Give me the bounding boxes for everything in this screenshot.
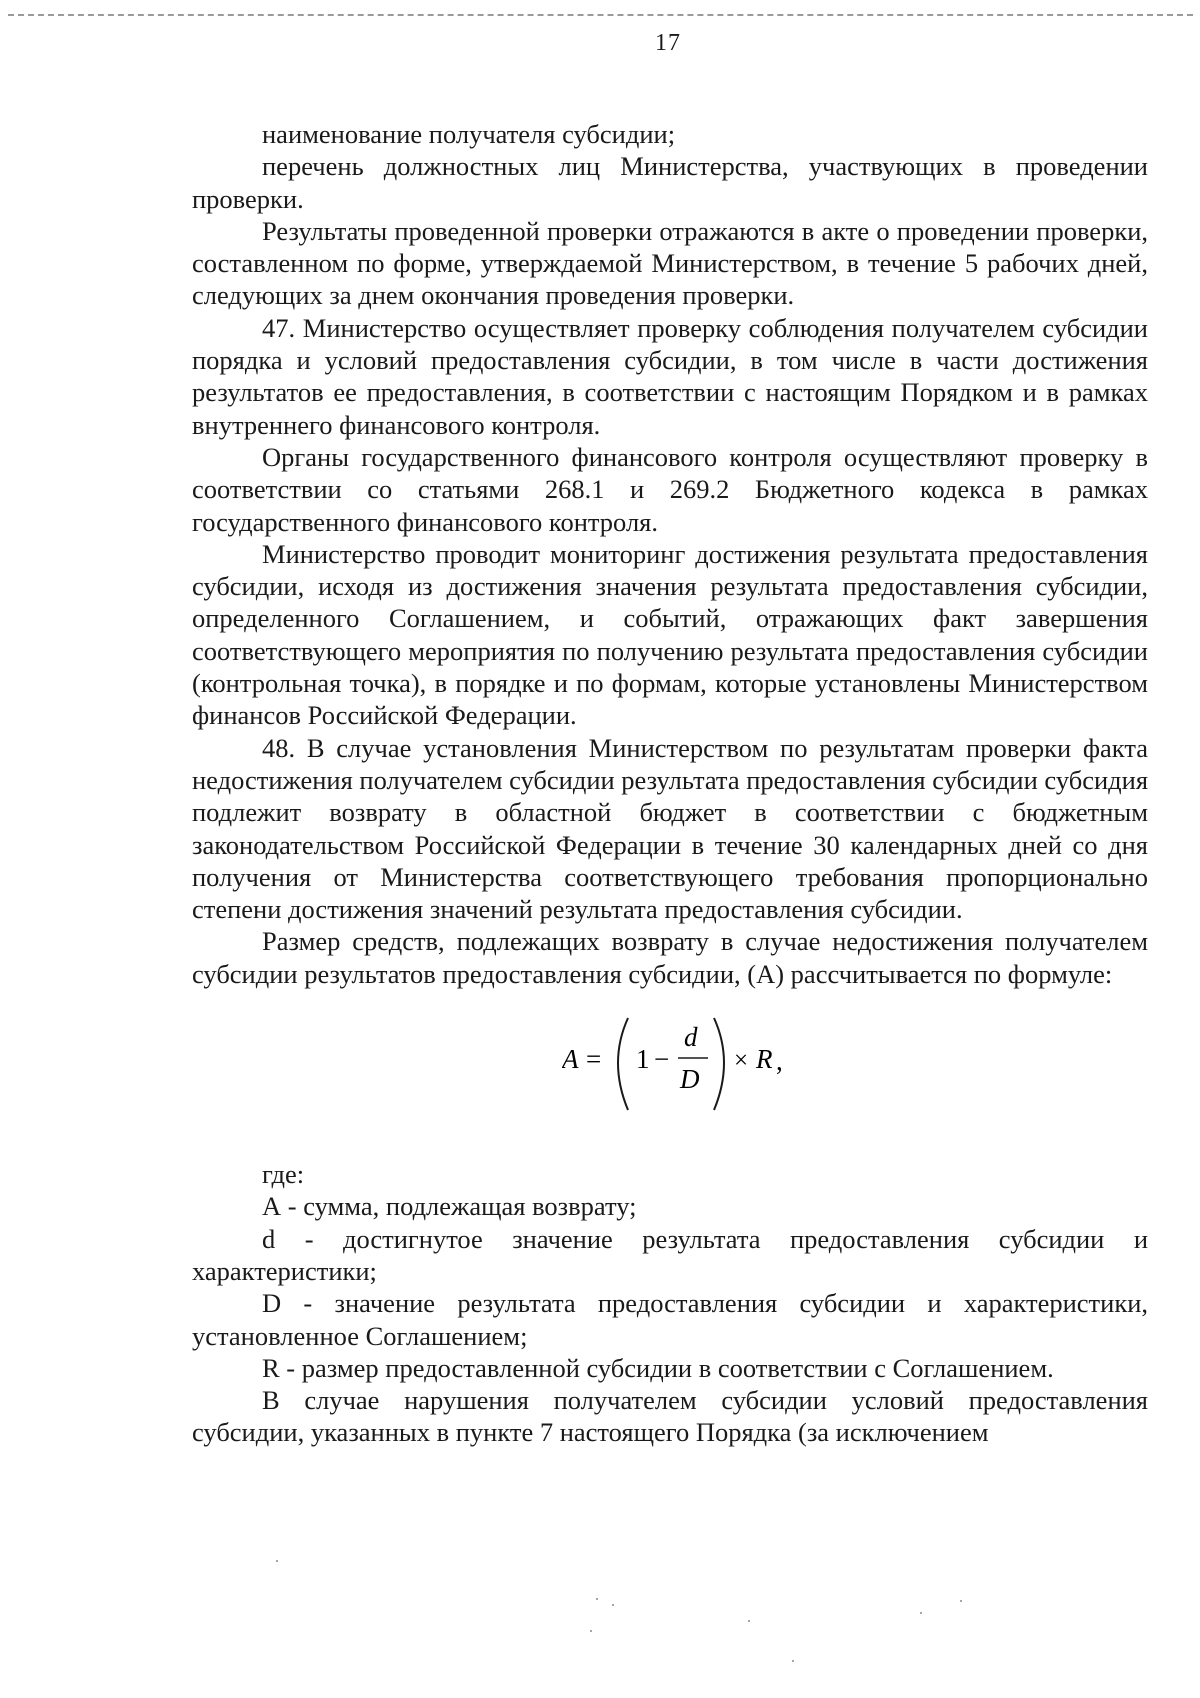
- scan-speck: [792, 1660, 794, 1662]
- scan-speck: [590, 1630, 592, 1632]
- formula-equals: =: [586, 1044, 602, 1075]
- definition-D: D - значение результата предоставления субсидии и характеристики, установленное Соглашением;: [192, 1288, 1148, 1351]
- paragraph: Результаты проведенной проверки отражаются в акте о проведении проверки, составленном по форме, утверждаемой Министерством, в течение 5 рабочих дней, следующих за днем окончания проведения проверки.: [192, 215, 1148, 311]
- paragraph: Размер средств, подлежащих возврату в случае недостижения получателем субсидии результатов предоставления субсидии, (А) рассчитывается по формуле:: [192, 926, 1148, 989]
- paragraph-clause-48: 48. В случае установления Министерством по результатам проверки факта недостижения получателем субсидии результата предоставления субсидии субсидия подлежит возврату в областной бюджет в соответствии с бюджетным законодательством Российской Федерации в течение 30 календарных дней со дня получения от Министерства соответствующего требования пропорционально степени достижения значений результата предоставления субсидии.: [192, 732, 1149, 925]
- definition-d: d - достигнутое значение результата предоставления субсидии и характеристики;: [192, 1223, 1148, 1286]
- definition-R: R - размер предоставленной субсидии в соответствии с Соглашением.: [262, 1352, 1054, 1383]
- scan-speck: [960, 1600, 962, 1602]
- scan-speck: [748, 1620, 750, 1622]
- page-number: 17: [655, 30, 681, 56]
- formula-minus: −: [654, 1044, 670, 1075]
- formula-one: 1: [636, 1044, 650, 1075]
- formula-lhs: A: [562, 1044, 579, 1075]
- scan-speck: [920, 1612, 922, 1614]
- formula-factor: R: [756, 1044, 773, 1075]
- formula-comma: ,: [776, 1046, 783, 1077]
- paragraph: Министерство проводит мониторинг достижения результата предоставления субсидии, исходя из достижения значения результата предоставления субсидии, определенного Соглашением, и событий, отражающих факт завершения соответствующего мероприятия по получению результата предоставления субсидии (контрольная точка), в порядке и по формам, которые установлены Министерством финансов Российской Федерации.: [192, 538, 1148, 731]
- scan-speck: [596, 1598, 598, 1600]
- paragraph-where: где:: [262, 1159, 305, 1190]
- right-parenthesis: [714, 1018, 724, 1110]
- definition-A: А - сумма, подлежащая возврату;: [262, 1191, 637, 1222]
- document-body: [192, 118, 1148, 1449]
- paragraph: В случае нарушения получателем субсидии условий предоставления субсидии, указанных в пункте 7 настоящего Порядка (за исключением: [192, 1385, 1148, 1448]
- paragraph: перечень должностных лиц Министерства, участвующих в проведении проверки.: [192, 151, 1148, 214]
- scan-top-edge: [8, 14, 1193, 16]
- formula-denominator: D: [680, 1064, 700, 1095]
- formula-numerator: d: [684, 1022, 698, 1053]
- refund-formula: [192, 990, 1148, 1158]
- left-parenthesis: [618, 1018, 628, 1110]
- paragraph: наименование получателя субсидии;: [262, 119, 676, 149]
- formula-svg: [562, 1010, 822, 1120]
- paragraph: Органы государственного финансового контроля осуществляют проверку в соответствии со статьями 268.1 и 269.2 Бюджетного кодекса в рамках государственного финансового контроля.: [192, 441, 1148, 537]
- paragraph-clause-47: 47. Министерство осуществляет проверку соблюдения получателем субсидии порядка и условий предоставления субсидии, в том числе в части достижения результатов ее предоставления, в соответствии с настоящим Порядком и в рамках внутреннего финансового контроля.: [192, 312, 1148, 440]
- scan-speck: [276, 1560, 278, 1562]
- formula-times: ×: [734, 1047, 749, 1075]
- scan-speck: [612, 1604, 614, 1606]
